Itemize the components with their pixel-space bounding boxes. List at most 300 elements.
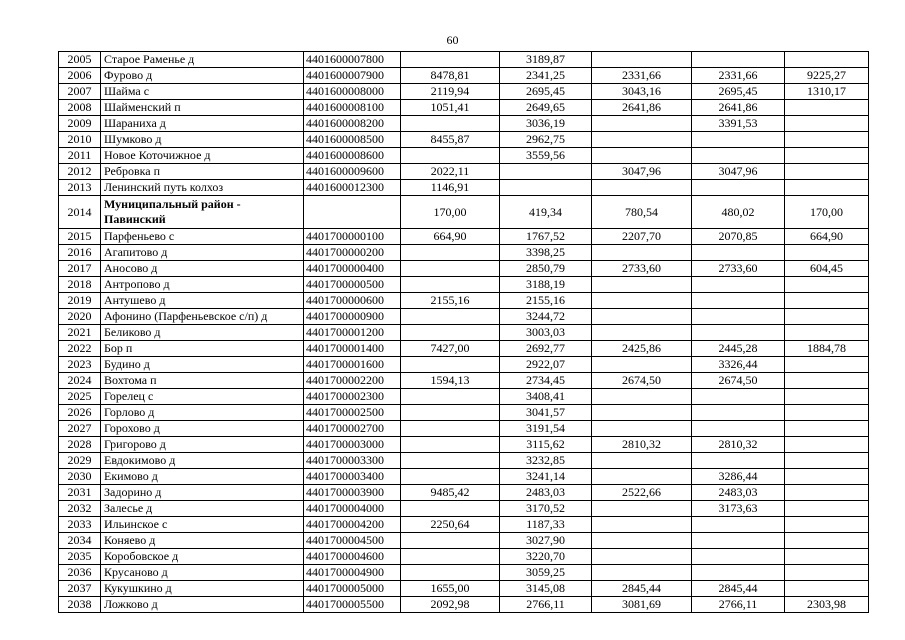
value-col-4: 2070,85 [692,229,785,245]
value-col-5 [785,581,869,597]
value-col-3: 2845,44 [592,581,692,597]
value-col-5 [785,245,869,261]
value-col-3 [592,309,692,325]
value-col-2: 3115,62 [500,437,592,453]
value-col-3 [592,517,692,533]
value-col-3 [592,501,692,517]
table-row [59,68,869,84]
row-number: 2028 [59,437,101,453]
value-col-4 [692,325,785,341]
oktmo-code: 4401700000200 [304,245,401,261]
value-col-5 [785,357,869,373]
value-col-4: 2733,60 [692,261,785,277]
oktmo-code: 4401600009600 [304,164,401,180]
oktmo-code: 4401700001600 [304,357,401,373]
row-number: 2037 [59,581,101,597]
oktmo-code: 4401700004200 [304,517,401,533]
settlement-name: Аносово д [101,261,304,277]
settlement-name: Евдокимово д [101,453,304,469]
row-number: 2009 [59,116,101,132]
settlement-name: Шараниха д [101,116,304,132]
row-number: 2023 [59,357,101,373]
value-col-1 [401,116,500,132]
value-col-2: 3408,41 [500,389,592,405]
value-col-3 [592,389,692,405]
value-col-4: 3047,96 [692,164,785,180]
value-col-1: 9485,42 [401,485,500,501]
value-col-3 [592,405,692,421]
value-col-2: 2695,45 [500,84,592,100]
value-col-1 [401,389,500,405]
value-col-1 [401,533,500,549]
table-row [59,421,869,437]
value-col-4: 2845,44 [692,581,785,597]
oktmo-code: 4401600008600 [304,148,401,164]
value-col-1 [401,309,500,325]
value-col-2: 419,34 [500,196,592,229]
row-number: 2024 [59,373,101,389]
value-col-5 [785,373,869,389]
value-col-1 [401,52,500,68]
value-col-1 [401,437,500,453]
oktmo-code: 4401700001200 [304,325,401,341]
value-col-4 [692,549,785,565]
oktmo-code: 4401600007900 [304,68,401,84]
row-number: 2007 [59,84,101,100]
value-col-4 [692,245,785,261]
value-col-5 [785,389,869,405]
value-col-1: 8478,81 [401,68,500,84]
value-col-5: 664,90 [785,229,869,245]
value-col-1: 2119,94 [401,84,500,100]
value-col-4: 480,02 [692,196,785,229]
value-col-2: 3241,14 [500,469,592,485]
value-col-5 [785,100,869,116]
table-row [59,196,869,229]
value-col-4 [692,517,785,533]
value-col-2: 3398,25 [500,245,592,261]
oktmo-code: 4401600012300 [304,180,401,196]
value-col-1: 1146,91 [401,180,500,196]
value-col-3: 3043,16 [592,84,692,100]
table-row [59,405,869,421]
value-col-2: 2766,11 [500,597,592,613]
row-number: 2015 [59,229,101,245]
value-col-4 [692,180,785,196]
value-col-2 [500,180,592,196]
settlement-name: Григорово д [101,437,304,453]
oktmo-code: 4401700005500 [304,597,401,613]
value-col-3 [592,52,692,68]
value-col-4 [692,148,785,164]
value-col-2: 2341,25 [500,68,592,84]
value-col-2: 3059,25 [500,565,592,581]
value-col-5 [785,517,869,533]
settlement-name: Ленинский путь колхоз [101,180,304,196]
settlement-name: Антушево д [101,293,304,309]
value-col-4 [692,389,785,405]
row-number: 2014 [59,196,101,229]
oktmo-code: 4401700000400 [304,261,401,277]
table-row [59,277,869,293]
settlement-name: Новое Коточижное д [101,148,304,164]
value-col-2: 2155,16 [500,293,592,309]
settlement-name: Муниципальный район - Павинский [101,196,304,229]
value-col-3: 2674,50 [592,373,692,389]
value-col-2: 3027,90 [500,533,592,549]
table-row [59,373,869,389]
value-col-2: 3232,85 [500,453,592,469]
value-col-5 [785,148,869,164]
oktmo-code: 4401700002200 [304,373,401,389]
row-number: 2035 [59,549,101,565]
value-col-2 [500,164,592,180]
table-row [59,469,869,485]
settlement-name: Афонино (Парфеньевское с/п) д [101,309,304,325]
value-col-5 [785,277,869,293]
value-col-1: 664,90 [401,229,500,245]
value-col-1 [401,245,500,261]
row-number: 2034 [59,533,101,549]
value-col-1 [401,453,500,469]
settlements-table [58,51,869,613]
oktmo-code: 4401700004600 [304,549,401,565]
oktmo-code: 4401600008100 [304,100,401,116]
row-number: 2032 [59,501,101,517]
value-col-3 [592,533,692,549]
value-col-3 [592,453,692,469]
value-col-3 [592,148,692,164]
row-number: 2005 [59,52,101,68]
settlement-name: Коняево д [101,533,304,549]
value-col-4: 3173,63 [692,501,785,517]
value-col-5 [785,309,869,325]
value-col-4 [692,421,785,437]
value-col-2: 3189,87 [500,52,592,68]
value-col-3: 2207,70 [592,229,692,245]
value-col-5 [785,132,869,148]
value-col-1 [401,261,500,277]
value-col-4: 2810,32 [692,437,785,453]
row-number: 2018 [59,277,101,293]
value-col-3: 3081,69 [592,597,692,613]
settlement-name: Горелец с [101,389,304,405]
value-col-4 [692,132,785,148]
value-col-5 [785,293,869,309]
oktmo-code: 4401700003300 [304,453,401,469]
table-row [59,229,869,245]
oktmo-code: 4401700001400 [304,341,401,357]
oktmo-code: 4401700004900 [304,565,401,581]
table-row [59,453,869,469]
table-row [59,549,869,565]
table-row [59,581,869,597]
value-col-2: 2962,75 [500,132,592,148]
table-row [59,148,869,164]
value-col-1 [401,277,500,293]
table-row [59,597,869,613]
value-col-1: 2022,11 [401,164,500,180]
table-row [59,261,869,277]
table-row [59,116,869,132]
value-col-2: 3145,08 [500,581,592,597]
value-col-3: 2733,60 [592,261,692,277]
value-col-1: 7427,00 [401,341,500,357]
oktmo-code: 4401700004500 [304,533,401,549]
value-col-3: 3047,96 [592,164,692,180]
row-number: 2029 [59,453,101,469]
table-row [59,389,869,405]
value-col-4: 2674,50 [692,373,785,389]
row-number: 2019 [59,293,101,309]
value-col-2: 3036,19 [500,116,592,132]
value-col-5 [785,116,869,132]
oktmo-code: 4401600008500 [304,132,401,148]
oktmo-code: 4401700002500 [304,405,401,421]
settlement-name: Кукушкино д [101,581,304,597]
table-row [59,565,869,581]
oktmo-code: 4401700000600 [304,293,401,309]
row-number: 2031 [59,485,101,501]
row-number: 2033 [59,517,101,533]
settlement-name: Бор п [101,341,304,357]
settlement-name: Будино д [101,357,304,373]
table-row [59,100,869,116]
value-col-3 [592,565,692,581]
value-col-3: 2425,86 [592,341,692,357]
value-col-2: 2734,45 [500,373,592,389]
value-col-1: 2155,16 [401,293,500,309]
value-col-5 [785,501,869,517]
row-number: 2030 [59,469,101,485]
settlement-name: Старое Раменье д [101,52,304,68]
value-col-5 [785,164,869,180]
settlement-name: Вохтома п [101,373,304,389]
table-body [59,52,869,613]
row-number: 2036 [59,565,101,581]
value-col-5: 170,00 [785,196,869,229]
value-col-3 [592,116,692,132]
settlement-name: Ильинское с [101,517,304,533]
value-col-4: 3391,53 [692,116,785,132]
value-col-4: 2483,03 [692,485,785,501]
row-number: 2013 [59,180,101,196]
oktmo-code: 4401700003000 [304,437,401,453]
page-number: 60 [446,33,459,47]
value-col-3: 2331,66 [592,68,692,84]
value-col-3 [592,549,692,565]
oktmo-code: 4401700003400 [304,469,401,485]
value-col-5 [785,180,869,196]
oktmo-code: 4401600007800 [304,52,401,68]
row-number: 2026 [59,405,101,421]
settlement-name: Шайменский п [101,100,304,116]
value-col-1 [401,148,500,164]
row-number: 2017 [59,261,101,277]
value-col-5 [785,485,869,501]
oktmo-code: 4401700002700 [304,421,401,437]
value-col-2: 2483,03 [500,485,592,501]
value-col-3 [592,132,692,148]
value-col-4: 3286,44 [692,469,785,485]
value-col-1 [401,565,500,581]
value-col-3: 2641,86 [592,100,692,116]
value-col-1: 170,00 [401,196,500,229]
value-col-1 [401,549,500,565]
row-number: 2025 [59,389,101,405]
oktmo-code: 4401700004000 [304,501,401,517]
settlement-name: Залесье д [101,501,304,517]
settlement-name: Ложково д [101,597,304,613]
settlement-name: Агапитово д [101,245,304,261]
value-col-2: 3220,70 [500,549,592,565]
table-row [59,325,869,341]
settlement-name: Антропово д [101,277,304,293]
value-col-2: 3191,54 [500,421,592,437]
value-col-2: 2649,65 [500,100,592,116]
value-col-4: 3326,44 [692,357,785,373]
value-col-5 [785,405,869,421]
oktmo-code: 4401700000900 [304,309,401,325]
value-col-2: 3003,03 [500,325,592,341]
table-row [59,485,869,501]
value-col-5 [785,437,869,453]
value-col-4 [692,405,785,421]
value-col-4 [692,293,785,309]
value-col-1: 2092,98 [401,597,500,613]
value-col-2: 2850,79 [500,261,592,277]
row-number: 2038 [59,597,101,613]
settlement-name: Екимово д [101,469,304,485]
settlement-name: Фурово д [101,68,304,84]
value-col-1: 1655,00 [401,581,500,597]
value-col-1 [401,357,500,373]
table-row [59,501,869,517]
settlement-name: Парфеньево с [101,229,304,245]
oktmo-code: 4401600008000 [304,84,401,100]
value-col-5 [785,533,869,549]
value-col-1 [401,421,500,437]
oktmo-code: 4401700005000 [304,581,401,597]
value-col-4 [692,52,785,68]
value-col-3 [592,357,692,373]
row-number: 2011 [59,148,101,164]
table-row [59,517,869,533]
row-number: 2010 [59,132,101,148]
value-col-3 [592,469,692,485]
value-col-4: 2445,28 [692,341,785,357]
row-number: 2021 [59,325,101,341]
settlement-name: Горлово д [101,405,304,421]
value-col-5 [785,421,869,437]
value-col-4 [692,277,785,293]
value-col-2: 2692,77 [500,341,592,357]
oktmo-code: 4401700000500 [304,277,401,293]
settlement-name: Горохово д [101,421,304,437]
table-row [59,309,869,325]
table-row [59,84,869,100]
table-row [59,132,869,148]
value-col-1: 8455,87 [401,132,500,148]
table-row [59,341,869,357]
value-col-4 [692,453,785,469]
table-row [59,357,869,373]
value-col-3 [592,325,692,341]
oktmo-code: 4401600008200 [304,116,401,132]
value-col-5: 1884,78 [785,341,869,357]
value-col-2: 1767,52 [500,229,592,245]
settlement-name: Коробовское д [101,549,304,565]
settlement-name: Задорино д [101,485,304,501]
row-number: 2027 [59,421,101,437]
value-col-5: 604,45 [785,261,869,277]
value-col-5 [785,549,869,565]
table-row [59,180,869,196]
oktmo-code: 4401700002300 [304,389,401,405]
value-col-2: 3559,56 [500,148,592,164]
value-col-4 [692,565,785,581]
oktmo-code: 4401700000100 [304,229,401,245]
settlement-name: Шумково д [101,132,304,148]
row-number: 2008 [59,100,101,116]
oktmo-code: 4401700003900 [304,485,401,501]
row-number: 2022 [59,341,101,357]
value-col-4: 2695,45 [692,84,785,100]
value-col-1 [401,469,500,485]
value-col-5 [785,325,869,341]
value-col-1 [401,325,500,341]
value-col-1 [401,405,500,421]
value-col-3 [592,293,692,309]
value-col-3 [592,180,692,196]
value-col-2: 1187,33 [500,517,592,533]
settlement-name: Шайма с [101,84,304,100]
value-col-1: 2250,64 [401,517,500,533]
value-col-4: 2331,66 [692,68,785,84]
value-col-5: 2303,98 [785,597,869,613]
value-col-5: 1310,17 [785,84,869,100]
value-col-4 [692,309,785,325]
settlement-name: Ребровка п [101,164,304,180]
table-row [59,437,869,453]
settlement-name: Беликово д [101,325,304,341]
row-number: 2016 [59,245,101,261]
value-col-3: 780,54 [592,196,692,229]
value-col-1: 1051,41 [401,100,500,116]
value-col-3 [592,245,692,261]
value-col-4 [692,533,785,549]
value-col-4: 2641,86 [692,100,785,116]
value-col-5 [785,453,869,469]
table-row [59,52,869,68]
value-col-3 [592,421,692,437]
value-col-1: 1594,13 [401,373,500,389]
value-col-5: 9225,27 [785,68,869,84]
value-col-2: 3041,57 [500,405,592,421]
table-row [59,245,869,261]
value-col-4: 2766,11 [692,597,785,613]
settlement-name: Крусаново д [101,565,304,581]
row-number: 2012 [59,164,101,180]
value-col-3: 2810,32 [592,437,692,453]
value-col-2: 3170,52 [500,501,592,517]
value-col-1 [401,501,500,517]
table-row [59,293,869,309]
oktmo-code [304,196,401,229]
row-number: 2006 [59,68,101,84]
value-col-2: 2922,07 [500,357,592,373]
value-col-3 [592,277,692,293]
